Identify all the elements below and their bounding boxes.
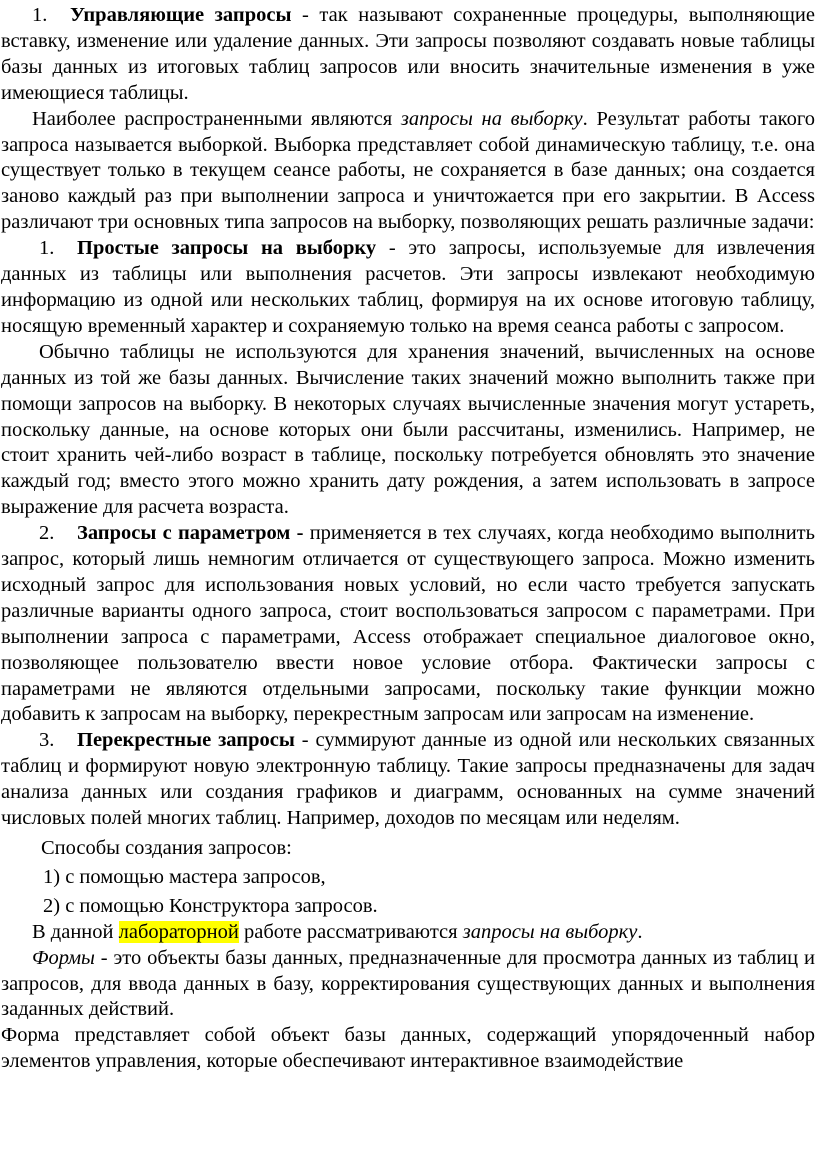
term-parameter-queries: Запросы с параметром - (77, 522, 304, 545)
paragraph-text: Обычно таблицы не используются для хранения значений, вычисленных на основе данных из той же базы данных. Вычисление таких значений можно выполнить также при помощи запросов на выборку. В некоторых случаях вычисленные значения могут устареть, поскольку данные, на основе которых они были рассчитаны, изменились. Например, не стоит хранить чей-либо возраст в таблице, поскольку потребуется обновлять это значение каждый год; вместо этого можно хранить дату рождения, а затем использовать в запросе выражение для расчета возраста. (1, 340, 815, 519)
paragraph-text: Наиболее распространенными являются (32, 107, 401, 130)
paragraph-calculated-values (1, 340, 815, 521)
paragraph-text: применяется в тех случаях, когда необходимо выполнить запрос, который лишь немногим отличается от существующего запроса. Можно изменить исходный запрос для использования новых условий, но если часто требуется запускать различные варианты одного запроса, стоит воспользоваться запросом с параметрами. При выполнении запроса с параметрами, Access отображает специальное диалоговое окно, позволяющее пользователю ввести новое условие отбора. Фактически запросы с параметрами не являются отдельными запросами, поскольку такие функции можно добавить к запросам на выборку, перекрестным запросам или запросам на изменение. (1, 522, 815, 726)
paragraph-simple-select-queries (1, 236, 815, 340)
paragraph-control-queries (1, 3, 815, 107)
list-number: 1. (32, 4, 48, 26)
italic-select-queries: запросы на выборку (462, 920, 638, 943)
list-number: 3. (39, 729, 55, 752)
paragraph-text: работе рассматриваются (238, 920, 463, 943)
paragraph-crosstab-queries (1, 728, 815, 832)
italic-select-queries: запросы на выборку (400, 107, 583, 130)
paragraph-text: . (637, 920, 643, 943)
paragraph-text: - это запросы, используемые для извлечения данных из таблицы или выполнения расчетов. Эти запросы извлекают необходимую информацию из одной или нескольких таблиц, формируя на их основе итоговую таблицу, носящую временный характер и сохраняемую только на время сеанса работы с запросом. (1, 237, 815, 337)
paragraph-parameter-queries (1, 521, 815, 728)
method-item-wizard: 1) с помощью мастера запросов, (43, 865, 326, 888)
method-item-constructor: 2) с помощью Конструктора запросов. (43, 894, 378, 917)
paragraph-text: . Результат работы такого запроса называется выборкой. Выборка представляет собой динамическую таблицу, т.е. она существует только в текущем сеансе работы, не сохраняется в базе данных; она создается заново каждый раз при выполнении запроса и уничтожается при его закрытии. В Access различают три основных типа запросов на выборку, позволяющих решать различные задачи: (1, 107, 815, 234)
highlighted-word: лабораторной (118, 920, 239, 943)
query-creation-methods (1, 836, 815, 920)
paragraph-text: - суммируют данные из одной или нескольких связанных таблиц и формируют новую электронную таблицу. Такие запросы предназначены для задач анализа данных или создания графиков и диаграмм, основанных на сумме значений числовых полей многих таблиц. Например, доходов по месяцам или неделям. (1, 729, 815, 830)
paragraph-text: - так называют сохраненные процедуры, выполняющие вставку, изменение или удаление данных. Эти запросы позволяют создавать новые таблицы базы данных из итоговых таблиц запросов или вносить значительные изменения в уже имеющиеся таблицы. (1, 4, 815, 104)
term-simple-select-queries: Простые запросы на выборку (77, 237, 377, 260)
paragraph-text: В данной (32, 920, 119, 943)
paragraph-select-queries-intro (1, 107, 815, 237)
term-control-queries: Управляющие запросы (70, 4, 292, 26)
methods-heading: Способы создания запросов: (41, 837, 292, 859)
paragraph-text: - это объекты базы данных, предназначенные для просмотра данных из таблиц и запросов, для ввода данных в базу, корректирования существующих данных и выполнения заданных действий. (1, 946, 815, 1021)
term-crosstab-queries: Перекрестные запросы (77, 729, 295, 752)
paragraph-forms (1, 946, 815, 1024)
paragraph-text: Форма представляет собой объект базы данных, содержащий упорядоченный набор элементов управления, которые обеспечивают интерактивное взаимодействие (1, 1024, 815, 1073)
list-number: 1. (39, 237, 55, 260)
list-number: 2. (39, 522, 55, 545)
paragraph-form-definition (1, 1023, 815, 1075)
italic-forms: Формы (32, 946, 95, 969)
paragraph-lab-scope (1, 920, 815, 946)
